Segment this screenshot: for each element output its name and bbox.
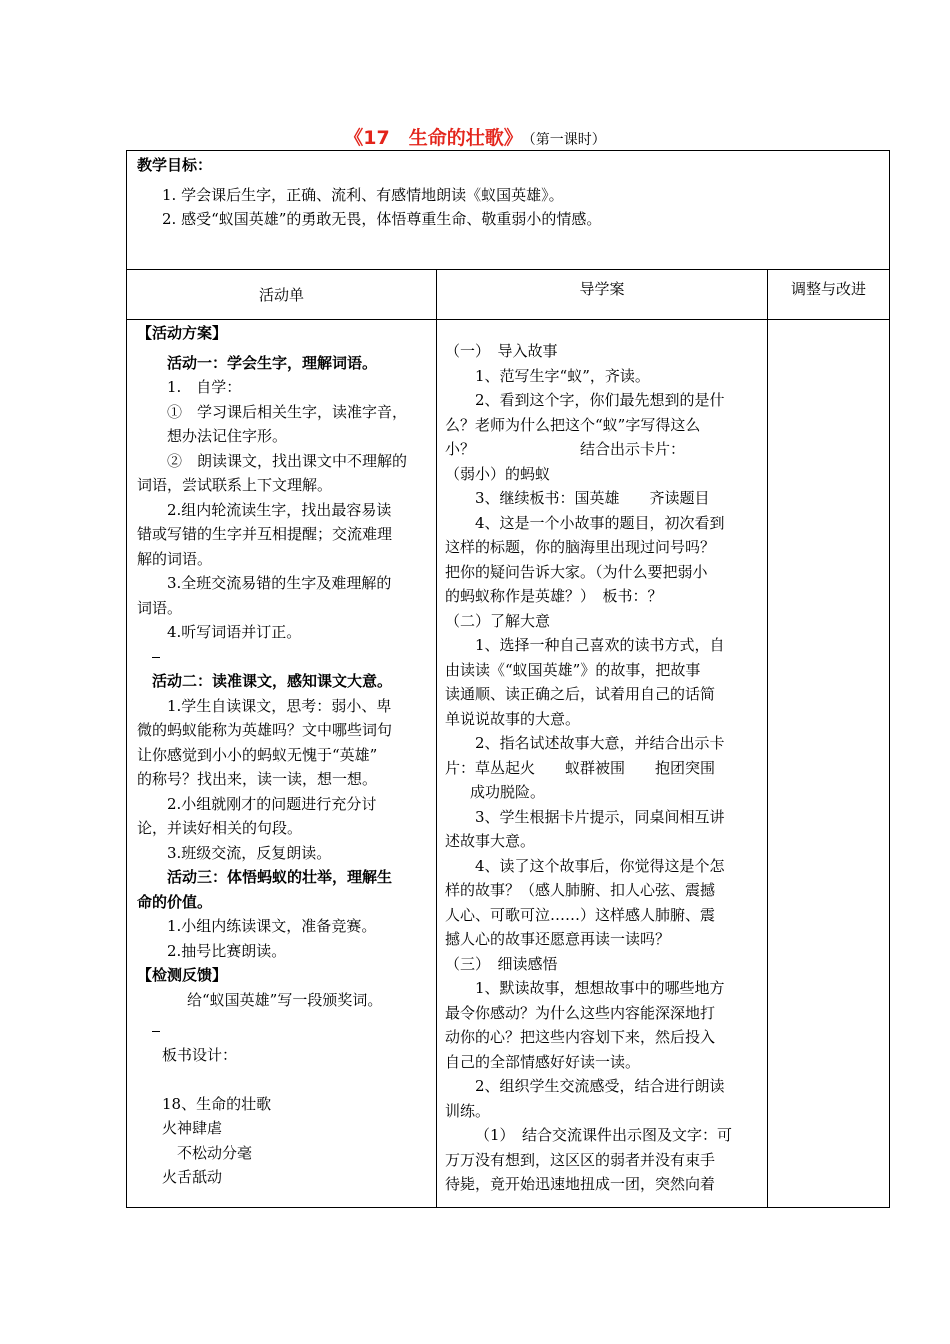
dash-mark (152, 657, 160, 658)
activity-three-title-cont: 命的价值。 (137, 892, 213, 911)
guide-line: （弱小）的蚂蚁 (445, 464, 551, 483)
list-item: 1.小组内练读课文，准备竞赛。 (167, 917, 377, 935)
spacer (137, 1067, 431, 1092)
guide-line: 待毙，竟开始迅速地扭成一团，突然向着 (445, 1175, 716, 1193)
guide-line: 动你的心？把这些内容划下来，然后投入 (445, 1028, 716, 1046)
guide-line: 4、这是一个小故事的题目，初次看到 (475, 513, 725, 532)
guide-line: 1、默读故事，想想故事中的哪些地方 (475, 979, 725, 997)
list-item: 错或写错的生字并互相提醒；交流难理 (137, 525, 393, 543)
list-item: 解的词语。 (137, 549, 213, 568)
guide-line: （1） 结合交流课件出示图及文字：可 (475, 1126, 733, 1144)
guide-line: 的蚂蚁称作是英雄？） 板书：？ (445, 587, 663, 605)
board-line: 火神肆虐 (162, 1119, 223, 1137)
section-heading: （三） 细读感悟 (445, 954, 558, 973)
objective-item: 1. 学会课后生字，正确、流利、有感情地朗读《蚁国英雄》。 (162, 185, 564, 204)
list-item: 给“蚁国英雄”写一段颁奖词。 (187, 990, 383, 1009)
guide-line: 4、读了这个故事后，你觉得这是个怎 (475, 856, 725, 875)
header-activity-sheet: 活动单 (258, 286, 304, 304)
spacer-dash (137, 1018, 431, 1043)
guide-line: 自己的全部情感好好读一读。 (445, 1052, 641, 1071)
list-item: 1. 自学： (167, 378, 242, 396)
list-item: 让你感觉到小小的蚂蚁无愧于“英雄” (137, 745, 378, 764)
guide-line: 片：草丛起火 蚁群被围 抱团突围 (445, 758, 716, 777)
objective-item: 2. 感受“蚁国英雄”的勇敢无畏，体悟尊重生命、敬重弱小的情感。 (162, 210, 602, 228)
list-item: 1.学生自读课文，思考：弱小、卑 (167, 696, 392, 715)
guide-line: 小？ 结合出示卡片： (445, 440, 686, 458)
guide-line: 这样的标题，你的脑海里出现过问号吗？ (445, 538, 716, 556)
list-item: ② 朗读课文，找出课文中不理解的 (167, 451, 408, 470)
adjustments-cell (768, 321, 889, 1207)
guide-line: 2、组织学生交流感受，结合进行朗读 (475, 1077, 725, 1095)
objectives-cell (137, 153, 601, 232)
guide-line: 撼人心的故事还愿意再读一读吗？ (445, 930, 671, 948)
page-title (0, 126, 950, 152)
activity-sheet-cell (137, 321, 431, 1190)
spacer-dash (137, 645, 431, 670)
lesson-table (126, 150, 890, 1208)
guide-line: 么？老师为什么把这个“蚁”字写得这么 (445, 415, 701, 434)
list-item: 2.小组就刚才的问题进行充分讨 (167, 794, 377, 813)
list-item: 3.全班交流易错的生字及难理解的 (167, 574, 392, 592)
guide-line: 训练。 (445, 1101, 491, 1120)
guide-line: 把你的疑问告诉大家。（为什么要把弱小 (445, 562, 708, 581)
activity-three-title: 活动三：体悟蚂蚁的壮举，理解生 (167, 868, 393, 886)
header-adjustments: 调整与改进 (790, 280, 866, 298)
row-divider (127, 269, 889, 270)
guide-line: 1、范写生字“蚁”，齐读。 (475, 366, 650, 385)
guide-line: 成功脱险。 (470, 783, 546, 801)
guide-line: 读通顺、读正确之后，试着用自己的话简 (445, 685, 716, 703)
guide-line: 样的故事？（感人肺腑、扣人心弦、震撼 (445, 881, 716, 899)
activity-two-title: 活动二：读准课文，感知课文大意。 (152, 672, 393, 690)
guide-line: 由读读《“蚁国英雄”》的故事，把故事 (445, 660, 701, 679)
guide-line: 2、指名试述故事大意，并结合出示卡 (475, 734, 725, 752)
guide-line: 3、继续板书：国英雄 齐读题目 (475, 489, 710, 507)
column-divider (436, 269, 437, 1207)
activity-plan-heading: 【活动方案】 (137, 324, 228, 342)
objectives-heading: 教学目标： (137, 156, 213, 174)
dash-mark (152, 1031, 160, 1032)
header-study-guide: 导学案 (579, 280, 625, 298)
board-line: 火舌舐动 (162, 1168, 223, 1186)
list-item: 的称号？找出来，读一读，想一想。 (137, 770, 378, 788)
list-item: 论，并读好相关的句段。 (137, 819, 303, 837)
section-heading: （二）了解大意 (445, 611, 551, 630)
guide-line: 述故事大意。 (445, 832, 536, 850)
guide-line: 人心、可歌可泣……）这样感人肺腑、震 (445, 905, 716, 924)
guide-line: 2、看到这个字，你们最先想到的是什 (475, 391, 725, 409)
feedback-heading: 【检测反馈】 (137, 966, 228, 984)
title-main: 《17 生命的壮歌》 (344, 127, 523, 149)
list-item: 3.班级交流，反复朗读。 (167, 843, 332, 862)
board-line: 18、生命的壮歌 (162, 1094, 272, 1113)
title-sub: （第一课时） (528, 132, 606, 148)
guide-line: 最令你感动？为什么这些内容能深深地打 (445, 1003, 716, 1022)
list-item: 词语。 (137, 598, 183, 617)
section-heading: （一） 导入故事 (445, 342, 558, 360)
list-item: 2.组内轮流读生字，找出最容易读 (167, 500, 392, 519)
list-item: 想办法记住字形。 (167, 427, 288, 445)
guide-line: 3、学生根据卡片提示，同桌间相互讲 (475, 807, 725, 826)
board-line: 不松动分毫 (177, 1143, 253, 1162)
study-guide-cell (445, 339, 763, 1197)
activity-one-title: 活动一：学会生字，理解词语。 (167, 353, 378, 372)
guide-line: 万万没有想到，这区区的弱者并没有束手 (445, 1150, 716, 1169)
guide-line: 单说说故事的大意。 (445, 709, 581, 728)
list-item: ① 学习课后相关生字，读准字音， (167, 402, 408, 421)
list-item: 4.听写词语并订正。 (167, 623, 302, 641)
list-item: 2.抽号比赛朗读。 (167, 941, 287, 960)
board-design-label: 板书设计： (162, 1045, 238, 1064)
list-item: 词语，尝试联系上下文理解。 (137, 476, 333, 494)
guide-line: 1、选择一种自己喜欢的读书方式，自 (475, 636, 725, 654)
list-item: 微的蚂蚁能称为英雄吗？文中哪些词句 (137, 721, 393, 739)
